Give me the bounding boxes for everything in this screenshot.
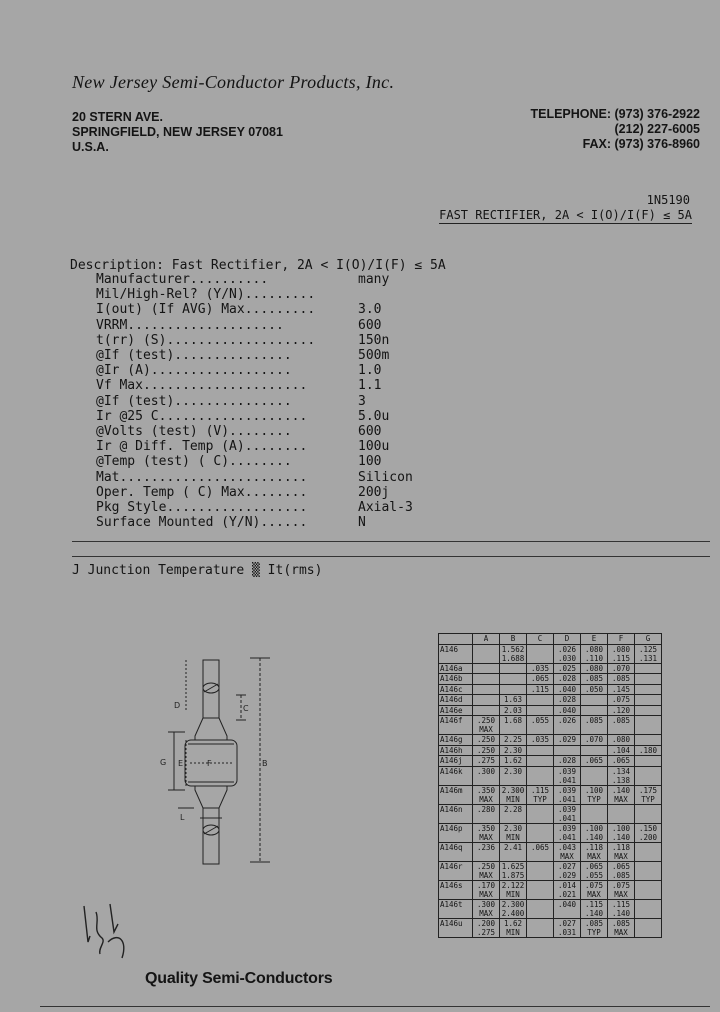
company-address xyxy=(72,110,283,155)
company-name: New Jersey Semi-Conductor Products, Inc. xyxy=(72,72,395,92)
dimension-cell: 1.62 xyxy=(500,756,527,767)
dimension-cell: .134 .138 xyxy=(608,766,635,785)
dimension-cell: 1.68 xyxy=(500,716,527,735)
dimension-cell: .350 MAX xyxy=(473,785,500,804)
dimension-cell: .175 TYP xyxy=(635,785,662,804)
table-header-cell: E xyxy=(581,634,608,645)
dimension-cell: .115 TYP xyxy=(527,785,554,804)
dimension-cell: .080 xyxy=(608,735,635,746)
package-code-cell: A146a xyxy=(439,663,473,674)
package-code-cell: A146g xyxy=(439,735,473,746)
dimension-cell: 1.625 1.875 xyxy=(500,861,527,880)
parameter-row xyxy=(96,454,413,469)
package-code-cell: A146k xyxy=(439,766,473,785)
dimension-cell: 1.63 xyxy=(500,695,527,706)
dimension-cell: .039 .041 xyxy=(554,804,581,823)
divider xyxy=(72,541,710,542)
divider xyxy=(40,1006,710,1007)
table-row xyxy=(439,766,662,785)
top-lead xyxy=(203,660,219,718)
package-code-cell: A146q xyxy=(439,842,473,861)
dimension-cell: 2.03 xyxy=(500,705,527,716)
dimension-cell xyxy=(608,804,635,823)
dimension-cell: .014 .021 xyxy=(554,880,581,899)
parameter-value: 1.0 xyxy=(358,363,382,379)
dimension-cell: .080 xyxy=(581,663,608,674)
package-code-cell: A146t xyxy=(439,899,473,918)
package-code-cell: A146s xyxy=(439,880,473,899)
dimension-cell: .115 .140 xyxy=(608,899,635,918)
dimension-cell: .065 xyxy=(527,674,554,685)
parameter-value: many xyxy=(358,272,390,287)
package-code-cell: A146h xyxy=(439,745,473,756)
dimension-cell: .065 .055 xyxy=(581,861,608,880)
dimension-cell: .035 xyxy=(527,735,554,746)
table-row xyxy=(439,674,662,685)
dimension-cell xyxy=(527,745,554,756)
dimension-cell: .050 xyxy=(581,684,608,695)
table-header-cell: F xyxy=(608,634,635,645)
dimension-cell xyxy=(473,674,500,685)
dim-label-f: F xyxy=(207,759,212,768)
table-header-cell: A xyxy=(473,634,500,645)
bottom-lead xyxy=(203,808,219,864)
parameter-label: t(rr) (S)................... xyxy=(96,332,316,348)
dim-label-c: C xyxy=(243,704,249,713)
fax-line: FAX: (973) 376-8960 xyxy=(582,137,700,151)
dimension-cell: .028 xyxy=(554,674,581,685)
dimension-cell: .035 xyxy=(527,663,554,674)
parameter-row xyxy=(96,363,413,378)
dimension-cell: .350 MAX xyxy=(473,823,500,842)
part-subtitle: FAST RECTIFIER, 2A < I(O)/I(F) ≤ 5A xyxy=(439,208,692,222)
dimension-cell xyxy=(527,880,554,899)
parameter-row xyxy=(96,302,413,317)
dimension-cell: .070 xyxy=(608,663,635,674)
parameter-row xyxy=(96,424,413,439)
package-code-cell: A146f xyxy=(439,716,473,735)
parameter-row xyxy=(96,515,413,530)
dimension-cell: .170 MAX xyxy=(473,880,500,899)
dimension-cell: .055 xyxy=(527,716,554,735)
dimension-cell xyxy=(581,705,608,716)
dimension-cell xyxy=(527,766,554,785)
package-code-cell: A146n xyxy=(439,804,473,823)
package-code-cell: A146p xyxy=(439,823,473,842)
parameter-value: Silicon xyxy=(358,469,413,485)
table-header-cell: C xyxy=(527,634,554,645)
dimension-cell: .043 MAX xyxy=(554,842,581,861)
dimension-cell: .280 xyxy=(473,804,500,823)
dimension-cell xyxy=(635,705,662,716)
dimension-cell xyxy=(635,735,662,746)
dimension-cell xyxy=(635,684,662,695)
table-row xyxy=(439,842,662,861)
dimension-cell: .075 xyxy=(608,695,635,706)
table-row xyxy=(439,705,662,716)
dim-label-l: L xyxy=(180,813,185,822)
dimension-cell: .080 .115 xyxy=(608,644,635,663)
dim-label-b: B xyxy=(262,759,268,768)
table-row xyxy=(439,695,662,706)
parameter-value: 3.0 xyxy=(358,302,382,318)
parameter-label: Ir @25 C................... xyxy=(96,408,308,424)
dimension-cell: .040 xyxy=(554,684,581,695)
dimension-cell xyxy=(581,804,608,823)
package-code-cell: A146u xyxy=(439,918,473,937)
dimension-cell: .236 xyxy=(473,842,500,861)
dimension-cell xyxy=(527,695,554,706)
parameter-value: N xyxy=(358,515,366,531)
parameter-label: @Volts (test) (V)........ xyxy=(96,424,292,440)
dimension-cell: .039 .041 xyxy=(554,823,581,842)
parameter-label: Vf Max..................... xyxy=(96,378,308,394)
dimension-cell: .104 xyxy=(608,745,635,756)
dimension-cell: .125 .131 xyxy=(635,644,662,663)
dimension-cell: .028 xyxy=(554,756,581,767)
dimension-cell: .039 .041 xyxy=(554,785,581,804)
parameter-label: @Temp (test) ( C)........ xyxy=(96,454,292,470)
dimension-cell xyxy=(581,695,608,706)
dimension-cell: .085 xyxy=(608,674,635,685)
package-code-cell: A146r xyxy=(439,861,473,880)
parameter-row xyxy=(96,409,413,424)
dimension-cell xyxy=(635,766,662,785)
dimension-cell: .150 .200 xyxy=(635,823,662,842)
table-header-cell: G xyxy=(635,634,662,645)
parameter-row xyxy=(96,485,413,500)
table-row xyxy=(439,756,662,767)
dimension-cell: .180 xyxy=(635,745,662,756)
parameter-list xyxy=(96,272,413,530)
table-row xyxy=(439,880,662,899)
dimension-cell xyxy=(527,756,554,767)
parameter-value: 200j xyxy=(358,484,390,500)
dimension-cell xyxy=(635,695,662,706)
table-row xyxy=(439,823,662,842)
dimension-cell: .100 .140 xyxy=(608,823,635,842)
parameter-label: Surface Mounted (Y/N)...... xyxy=(96,515,308,531)
parameter-label: Manufacturer.......... xyxy=(96,272,269,287)
parameter-label: VRRM.................... xyxy=(96,317,284,333)
dimension-cell xyxy=(635,674,662,685)
dimension-cell: .085 MAX xyxy=(608,918,635,937)
dimension-cell xyxy=(635,756,662,767)
telephone-line: (212) 227-6005 xyxy=(614,122,700,136)
parameter-row xyxy=(96,500,413,515)
dimension-table-wrapper xyxy=(438,633,662,938)
parameter-row xyxy=(96,470,413,485)
dimension-cell: 2.30 xyxy=(500,766,527,785)
dim-label-e: E xyxy=(178,759,184,768)
dimension-cell: .085 xyxy=(608,716,635,735)
parameter-value: 600 xyxy=(358,317,382,333)
parameter-row xyxy=(96,333,413,348)
package-outline-drawing xyxy=(150,640,290,880)
address-line: 20 STERN AVE. xyxy=(72,110,163,124)
parameter-row xyxy=(96,439,413,454)
parameter-label: Oper. Temp ( C) Max........ xyxy=(96,484,308,500)
parameter-label: Mat........................ xyxy=(96,469,308,485)
dimension-cell: .085 xyxy=(581,716,608,735)
divider xyxy=(72,556,710,557)
dimension-cell xyxy=(581,766,608,785)
dimension-cell: .075 MAX xyxy=(581,880,608,899)
package-code-cell: A146c xyxy=(439,684,473,695)
handwritten-signature xyxy=(78,902,138,962)
parameter-value: 5.0u xyxy=(358,408,390,424)
dimension-cell: .025 xyxy=(554,663,581,674)
package-code-cell: A146 xyxy=(439,644,473,663)
package-code-cell: A146e xyxy=(439,705,473,716)
dimension-cell: 1.62 MIN xyxy=(500,918,527,937)
table-row xyxy=(439,684,662,695)
parameter-row xyxy=(96,287,413,302)
dimension-cell: 2.300 MIN xyxy=(500,785,527,804)
dimension-cell: .039 .041 xyxy=(554,766,581,785)
dimension-cell: .115 .140 xyxy=(581,899,608,918)
parameter-value: 1.1 xyxy=(358,378,382,394)
table-row xyxy=(439,785,662,804)
dimension-cell xyxy=(581,745,608,756)
dimension-cell: .085 TYP xyxy=(581,918,608,937)
dimension-cell: .100 .140 xyxy=(581,823,608,842)
dimension-cell: .250 MAX xyxy=(473,861,500,880)
dimension-cell: .070 xyxy=(581,735,608,746)
dimension-cell xyxy=(635,663,662,674)
dimension-cell: .300 xyxy=(473,766,500,785)
dimension-cell xyxy=(473,695,500,706)
dimension-cell: .115 xyxy=(527,684,554,695)
parameter-label: Mil/High-Rel? (Y/N)......... xyxy=(96,287,316,303)
dimension-cell: 2.30 xyxy=(500,745,527,756)
bottom-neck xyxy=(195,786,227,808)
dimension-cell xyxy=(527,644,554,663)
dimension-cell xyxy=(473,644,500,663)
dimension-cell: 2.30 MIN xyxy=(500,823,527,842)
parameter-label: I(out) (If AVG) Max......... xyxy=(96,302,316,318)
dimension-cell: 2.300 2.400 xyxy=(500,899,527,918)
table-row xyxy=(439,745,662,756)
table-header-cell xyxy=(439,634,473,645)
dimension-cell xyxy=(527,804,554,823)
package-code-cell: A146d xyxy=(439,695,473,706)
dimension-cell xyxy=(554,745,581,756)
dimension-cell: .080 .110 xyxy=(581,644,608,663)
company-contacts xyxy=(530,107,700,152)
table-row xyxy=(439,735,662,746)
dimension-cell: .145 xyxy=(608,684,635,695)
dimension-cell xyxy=(635,804,662,823)
dimension-cell: .027 .031 xyxy=(554,918,581,937)
table-row xyxy=(439,716,662,735)
dimension-cell: .026 .030 xyxy=(554,644,581,663)
parameter-row xyxy=(96,348,413,363)
parameter-label: Pkg Style.................. xyxy=(96,500,308,516)
dimension-cell: .275 xyxy=(473,756,500,767)
dimension-cell: 1.562 1.688 xyxy=(500,644,527,663)
dimension-cell: 2.25 xyxy=(500,735,527,746)
dimension-cell: .026 xyxy=(554,716,581,735)
dimension-cell xyxy=(527,823,554,842)
address-line: U.S.A. xyxy=(72,140,109,154)
parameter-value: 3 xyxy=(358,393,366,409)
parameter-row xyxy=(96,394,413,409)
dimension-cell xyxy=(527,899,554,918)
dimension-table xyxy=(438,633,662,938)
table-row xyxy=(439,644,662,663)
table-row xyxy=(439,899,662,918)
legend: J Junction Temperature ▒ It(rms) xyxy=(72,563,323,578)
dimension-cell: .029 xyxy=(554,735,581,746)
parameter-value: 100 xyxy=(358,454,382,470)
dimension-cell: .028 xyxy=(554,695,581,706)
dimension-cell: .085 xyxy=(581,674,608,685)
dimension-cell: .075 MAX xyxy=(608,880,635,899)
table-row xyxy=(439,861,662,880)
dimension-cell xyxy=(500,663,527,674)
package-code-cell: A146m xyxy=(439,785,473,804)
dimension-cell: .250 MAX xyxy=(473,716,500,735)
dimension-cell: .065 .085 xyxy=(608,861,635,880)
dimension-cell xyxy=(527,918,554,937)
dimension-cell xyxy=(527,861,554,880)
dimension-cell xyxy=(635,716,662,735)
dimension-cell: .300 MAX xyxy=(473,899,500,918)
table-header-cell: D xyxy=(554,634,581,645)
parameter-label: @If (test)............... xyxy=(96,348,292,364)
parameter-row xyxy=(96,378,413,393)
dimension-cell xyxy=(635,899,662,918)
table-row xyxy=(439,918,662,937)
dimension-cell xyxy=(500,684,527,695)
parameter-value: 150n xyxy=(358,332,390,348)
dimension-cell xyxy=(635,842,662,861)
dimension-cell: .120 xyxy=(608,705,635,716)
dimension-cell xyxy=(635,861,662,880)
dimension-cell: .118 MAX xyxy=(608,842,635,861)
parameter-label: @Ir (A).................. xyxy=(96,363,292,379)
dimension-cell: .250 xyxy=(473,745,500,756)
dimension-cell xyxy=(473,684,500,695)
address-line: SPRINGFIELD, NEW JERSEY 07081 xyxy=(72,125,283,139)
dimension-cell: .040 xyxy=(554,899,581,918)
dimension-cell: .065 xyxy=(581,756,608,767)
dimension-cell xyxy=(635,918,662,937)
tagline: Quality Semi-Conductors xyxy=(145,970,333,987)
telephone-line: TELEPHONE: (973) 376-2922 xyxy=(530,107,700,121)
parameter-value: 100u xyxy=(358,439,390,455)
top-neck xyxy=(195,718,227,740)
dimension-cell: .118 MAX xyxy=(581,842,608,861)
dimension-cell xyxy=(635,880,662,899)
package-code-cell: A146b xyxy=(439,674,473,685)
dimension-cell xyxy=(527,705,554,716)
parameter-value: 600 xyxy=(358,424,382,440)
dimension-cell xyxy=(473,705,500,716)
dimension-cell: .100 TYP xyxy=(581,785,608,804)
dimension-cell: .040 xyxy=(554,705,581,716)
dimension-cell: 2.122 MIN xyxy=(500,880,527,899)
dimension-cell xyxy=(500,674,527,685)
dimension-cell: 2.41 xyxy=(500,842,527,861)
dim-label-d: D xyxy=(174,701,181,710)
dimension-cell: .027 .029 xyxy=(554,861,581,880)
dimension-cell: .140 MAX xyxy=(608,785,635,804)
parameter-label: Ir @ Diff. Temp (A)........ xyxy=(96,439,308,455)
dim-label-g: G xyxy=(160,758,167,767)
parameter-row xyxy=(96,272,413,287)
table-header-cell: B xyxy=(500,634,527,645)
parameter-row xyxy=(96,318,413,333)
dimension-cell: .065 xyxy=(527,842,554,861)
table-row xyxy=(439,663,662,674)
table-row xyxy=(439,804,662,823)
parameter-label: @If (test)............... xyxy=(96,393,292,409)
package-code-cell: A146j xyxy=(439,756,473,767)
description: Description: Fast Rectifier, 2A < I(O)/I(F) ≤ 5A xyxy=(70,258,446,273)
dimension-cell: .200 .275 xyxy=(473,918,500,937)
parameter-value: Axial-3 xyxy=(358,500,413,516)
part-number: 1N5190 xyxy=(646,193,690,207)
dimension-cell: .065 xyxy=(608,756,635,767)
dimension-cell: .250 xyxy=(473,735,500,746)
dimension-cell: 2.28 xyxy=(500,804,527,823)
dimension-cell xyxy=(473,663,500,674)
parameter-value: 500m xyxy=(358,348,390,364)
